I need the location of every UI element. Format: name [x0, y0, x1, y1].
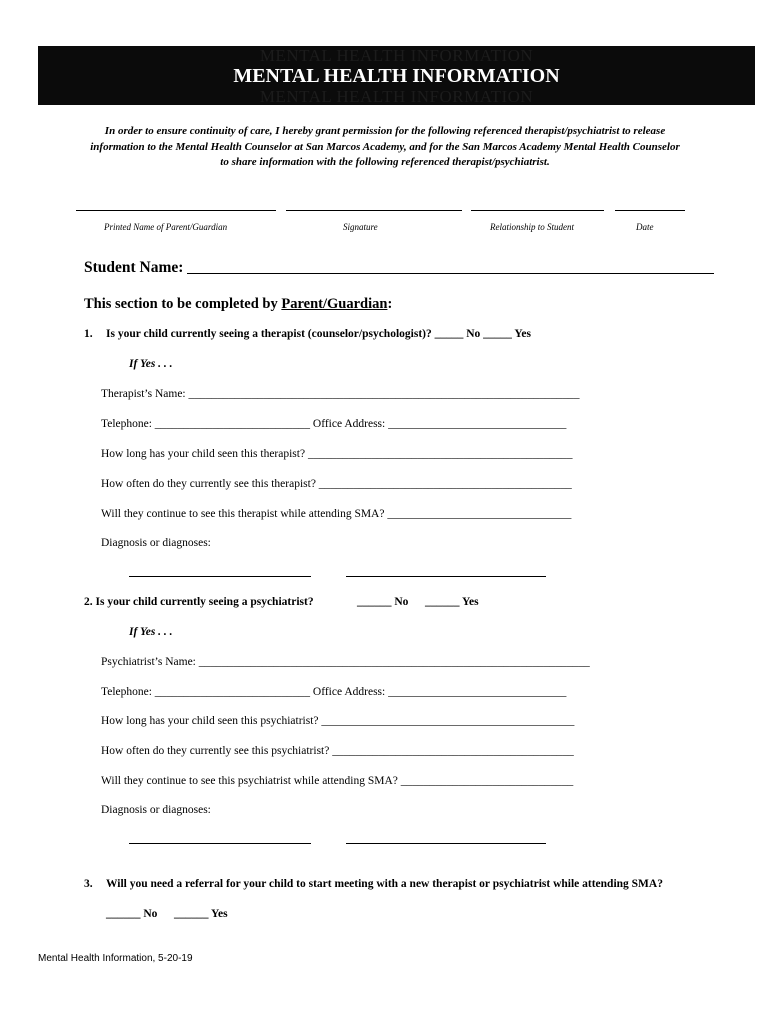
- banner-ghost-top: MENTAL HEALTH INFORMATION: [259, 46, 534, 65]
- q3-yes[interactable]: ______ Yes: [174, 908, 228, 920]
- printed-name-label: Printed Name of Parent/Guardian: [104, 222, 228, 232]
- q1-how-often[interactable]: How often do they currently see this therapist? ____________________________________________: [101, 478, 572, 490]
- q1-diagnosis-line-2[interactable]: [346, 576, 546, 577]
- q3-number: 3.: [84, 878, 93, 890]
- q1-if-yes: If Yes . . .: [129, 358, 173, 370]
- q2-how-long[interactable]: How long has your child seen this psychiatrist? ____________________________________________: [101, 715, 575, 727]
- signature-line[interactable]: [286, 210, 462, 211]
- q2-text: 2. Is your child currently seeing a psychiatrist?: [84, 596, 314, 608]
- date-label: Date: [636, 222, 654, 232]
- relationship-label: Relationship to Student: [490, 222, 574, 232]
- student-name-label: Student Name:: [84, 259, 184, 276]
- section-heading: [84, 296, 392, 313]
- q1-how-long[interactable]: How long has your child seen this therapist? ______________________________________________: [101, 448, 573, 460]
- q1-continue[interactable]: Will they continue to see this therapist while attending SMA? ________________________________: [101, 508, 572, 520]
- q1-diagnosis-label: Diagnosis or diagnoses:: [101, 537, 211, 549]
- q2-telephone-address[interactable]: Telephone: ___________________________ Office Address: _______________________________: [101, 686, 567, 698]
- q1-text: Is your child currently seeing a therapist (counselor/psychologist)? _____ No _____ Yes: [106, 328, 531, 340]
- q2-if-yes: If Yes . . .: [129, 626, 173, 638]
- student-name-line[interactable]: [187, 273, 714, 274]
- q2-continue[interactable]: Will they continue to see this psychiatrist while attending SMA? ______________________________: [101, 775, 574, 787]
- signature-label: Signature: [343, 222, 378, 232]
- banner-ghost-bottom: MENTAL HEALTH INFORMATION: [259, 87, 534, 106]
- date-line[interactable]: [615, 210, 685, 211]
- q1-telephone-address[interactable]: Telephone: ___________________________ Office Address: _______________________________: [101, 418, 567, 430]
- q2-diagnosis-line-1[interactable]: [129, 843, 311, 844]
- q1-therapist-name[interactable]: Therapist’s Name: ____________________________________________________________________: [101, 388, 580, 400]
- relationship-line[interactable]: [471, 210, 604, 211]
- section-prefix: This section to be completed by: [84, 296, 282, 312]
- q1-diagnosis-line-1[interactable]: [129, 576, 311, 577]
- intro-line-3: to share information with the following referenced therapist/psychiatrist.: [220, 156, 550, 168]
- page-title: MENTAL HEALTH INFORMATION: [233, 65, 560, 87]
- q2-how-often[interactable]: How often do they currently see this psychiatrist? __________________________________________: [101, 745, 574, 757]
- intro-paragraph: [30, 124, 740, 171]
- section-who: Parent/Guardian: [281, 296, 388, 312]
- section-suffix: :: [387, 296, 393, 312]
- intro-line-1: In order to ensure continuity of care, I hereby grant permission for the following referenced therapist/psychiatrist to release: [104, 125, 666, 137]
- q2-psychiatrist-name[interactable]: Psychiatrist’s Name: ____________________________________________________________________: [101, 656, 590, 668]
- q3-text: Will you need a referral for your child to start meeting with a new therapist or psychiatrist while attending SMA?: [106, 878, 663, 890]
- q2-no[interactable]: ______ No: [357, 596, 409, 608]
- q1-number: 1.: [84, 328, 93, 340]
- printed-name-line[interactable]: [76, 210, 276, 211]
- intro-line-2: information to the Mental Health Counselor at San Marcos Academy, and for the San Marcos Academy Mental Health Counselor: [90, 140, 680, 153]
- q3-no[interactable]: ______ No: [106, 908, 158, 920]
- q2-diagnosis-line-2[interactable]: [346, 843, 546, 844]
- q2-diagnosis-label: Diagnosis or diagnoses:: [101, 804, 211, 816]
- q2-yes[interactable]: ______ Yes: [425, 596, 479, 608]
- header-banner: [38, 46, 755, 105]
- footer-version: Mental Health Information, 5-20-19: [38, 953, 193, 964]
